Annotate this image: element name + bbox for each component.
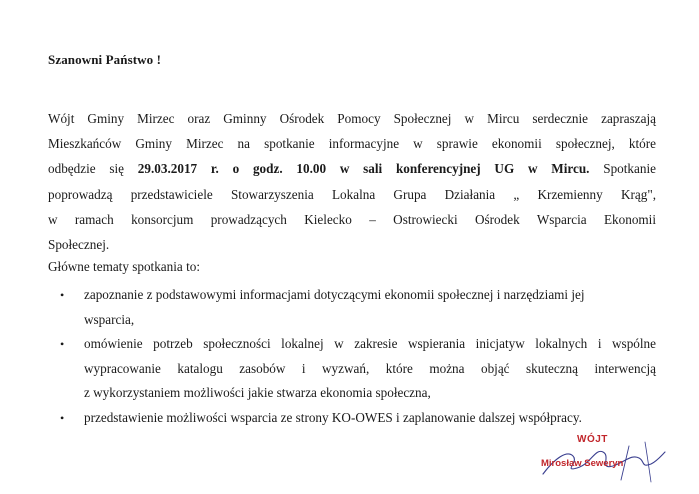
list-item (60, 332, 656, 406)
paragraph-line: w ramach konsorcjum prowadzących Kielecko – Ostrowiecki Ośrodek Wsparcia Ekonomii (48, 211, 656, 227)
paragraph-text: Spotkanie (589, 161, 656, 177)
paragraph-line: Mieszkańców Gminy Mirzec na spotkanie informacyjne w sprawie ekonomii społecznej, które (48, 136, 656, 152)
invitation-paragraph (48, 106, 656, 257)
bullet-icon: • (60, 337, 65, 351)
bullet-icon: • (60, 410, 65, 425)
topic-line: zapoznanie z podstawowymi informacjami dotyczącymi ekonomii społecznej i narzędziami jej (84, 287, 585, 302)
list-item (60, 283, 656, 332)
meeting-date-time-place: 29.03.2017 r. o godz. 10.00 w sali konferencyjnej UG w Mircu. (137, 161, 590, 177)
paragraph-text: odbędzie się (48, 161, 138, 177)
salutation: Szanowni Państwo ! (48, 52, 162, 67)
paragraph-line: Wójt Gminy Mirzec oraz Gminny Ośrodek Pomocy Społecznej w Mircu serdecznie zapraszają (48, 111, 656, 126)
stamp-name: Mirosław Seweryn (541, 458, 624, 469)
topics-heading: Główne tematy spotkania to: (48, 259, 200, 274)
list-item (60, 406, 656, 431)
topics-list (60, 283, 656, 430)
paragraph-line: Społecznej. (48, 237, 110, 253)
bullet-icon: • (60, 288, 65, 302)
paragraph-line-date (48, 156, 656, 181)
topic-line: przedstawienie możliwości wsparcia ze strony KO-OWES i zaplanowanie dalszej współpracy. (84, 409, 582, 425)
topic-line: wypracowanie katalogu zasobów i wyzwań, które można objąć skuteczną interwencją (84, 360, 656, 376)
stamp-title: WÓJT (577, 434, 608, 445)
official-stamp (533, 428, 673, 488)
topic-line: z wykorzystaniem możliwości jakie stwarza ekonomia społeczna, (84, 385, 431, 400)
paragraph-line: poprowadzą przedstawiciele Stowarzyszenia Lokalna Grupa Działania „ Krzemienny Krąg", (48, 186, 656, 202)
topic-line: omówienie potrzeb społeczności lokalnej w zakresie wspierania inicjatyw lokalnych i wspólne (84, 336, 656, 351)
topic-line: wsparcia, (84, 311, 135, 327)
